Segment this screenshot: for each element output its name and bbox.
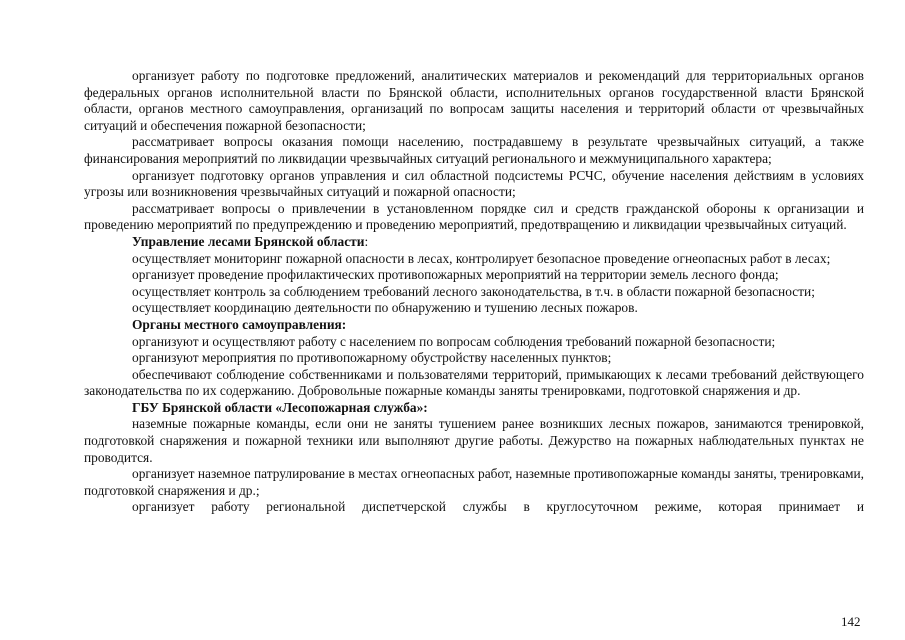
body-paragraph: рассматривает вопросы о привлечении в установленном порядке сил и средств гражданской обороны к организации и проведению мероприятий по предупреждению и проведению мероприятий, предотвращению и ликвидации чрезвычайных ситуаций.	[84, 200, 864, 233]
body-paragraph: наземные пожарные команды, если они не заняты тушением ранее возникших лесных пожаров, занимаются тренировкой, подготовкой снаряжения и пожарной техники или выполняют другие работы. Дежурство на пожарных наблюдательных пунктах не проводится.	[84, 416, 864, 465]
body-paragraph: организуют мероприятия по противопожарному обустройству населенных пунктов;	[132, 350, 612, 366]
body-paragraph: организует работу по подготовке предложений, аналитических материалов и рекомендаций для территориальных органов федеральных органов исполнительной власти по Брянской области, исполнительных органов государственной власти Брянской области, органов местного самоуправления, организаций по вопросам защиты населения и территорий области от чрезвычайных ситуаций и обеспечения пожарной безопасности;	[84, 68, 864, 133]
page-number: 142	[841, 614, 861, 629]
body-paragraph: осуществляет контроль за соблюдением требований лесного законодательства, в т.ч. в области пожарной безопасности;	[132, 283, 815, 299]
section-heading	[84, 400, 864, 417]
body-paragraph: организует проведение профилактических противопожарных мероприятий на территории земель лесного фонда;	[132, 267, 779, 283]
section-heading	[84, 234, 864, 251]
body-paragraph: осуществляет координацию деятельности по обнаружению и тушению лесных пожаров.	[132, 300, 638, 316]
body-paragraph: рассматривает вопросы оказания помощи населению, пострадавшему в результате чрезвычайных ситуаций, а также финансирования мероприятий по ликвидации чрезвычайных ситуаций регионального и межмуниципального характера;	[84, 134, 864, 166]
body-paragraph: осуществляет мониторинг пожарной опасности в лесах, контролирует безопасное проведение огнеопасных работ в лесах;	[132, 250, 831, 266]
body-paragraph: организует подготовку органов управления и сил областной подсистемы РСЧС, обучение населения действиям в условиях угрозы или возникновения чрезвычайных ситуаций и пожарной опасности;	[84, 167, 864, 200]
section-heading-text: Органы местного самоуправления:	[132, 316, 347, 332]
body-paragraph: организует работу региональной диспетчерской службы в круглосуточном режиме, которая принимает и	[132, 499, 864, 515]
body-paragraph: организуют и осуществляют работу с населением по вопросам соблюдения требований пожарной безопасности;	[132, 333, 776, 349]
document-body	[84, 68, 864, 516]
body-paragraph: организует наземное патрулирование в местах огнеопасных работ, наземные противопожарные команды заняты, тренировками, подготовкой снаряжения и др.;	[84, 466, 864, 498]
section-heading-tail: :	[364, 233, 369, 249]
section-heading-text: ГБУ Брянской области «Лесопожарная служба»:	[132, 399, 428, 415]
section-heading	[84, 317, 864, 334]
section-heading-text: Управление лесами Брянской области	[132, 233, 365, 249]
body-paragraph: обеспечивают соблюдение собственниками и пользователями территорий, примыкающих к лесами требований действующего законодательства по их содержанию. Добровольные пожарные команды заняты тренировками, подготовкой снаряжения и др.	[84, 366, 864, 399]
